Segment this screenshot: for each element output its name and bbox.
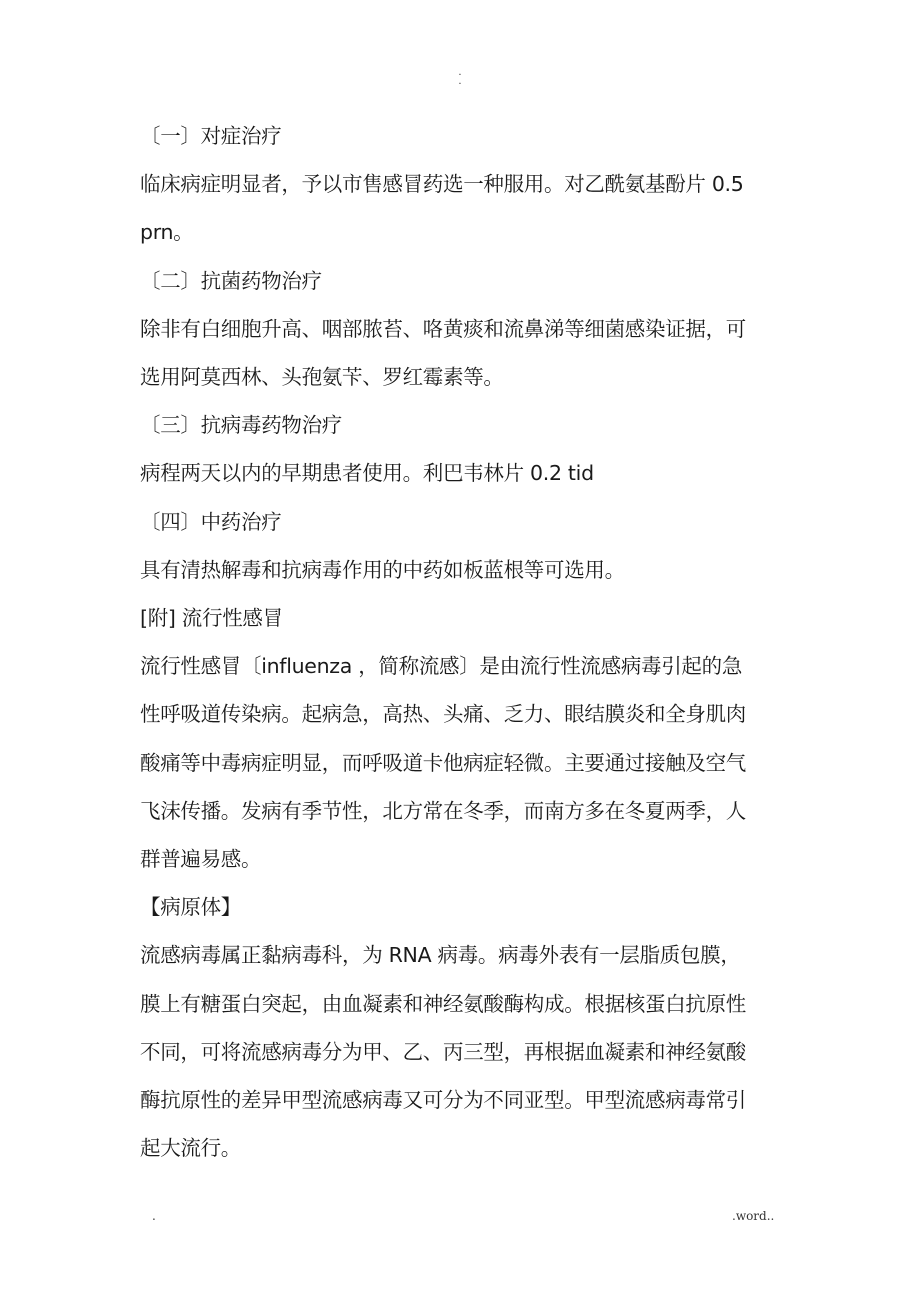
paragraph-line: 流感病毒属正黏病毒科，为 RNA 病毒。病毒外表有一层脂质包膜， (140, 943, 741, 968)
paragraph-line: 病程两天以内的早期患者使用。利巴韦林片 0.2 tid (140, 461, 594, 486)
paragraph-line: 群普遍易感。 (140, 847, 262, 872)
paragraph-line: 选用阿莫西林、头孢氨苄、罗红霉素等。 (140, 365, 504, 390)
paragraph-line: 起大流行。 (140, 1136, 241, 1161)
footer-word-mark: .word.. (732, 1209, 775, 1223)
paragraph-line: 膜上有糖蛋白突起，由血凝素和神经氨酸酶构成。根据核蛋白抗原性 (140, 991, 746, 1016)
paragraph-line: 具有清热解毒和抗病毒作用的中药如板蓝根等可选用。 (140, 557, 625, 582)
paragraph-line: 除非有白细胞升高、咽部脓苔、咯黄痰和流鼻涕等细菌感染证据，可 (140, 316, 746, 341)
paragraph-line: 流行性感冒〔influenza ，简称流感〕是由流行性流感病毒引起的急 (140, 654, 743, 679)
paragraph-line: 不同，可将流感病毒分为甲、乙、丙三型，再根据血凝素和神经氨酸 (140, 1039, 746, 1064)
section-heading-antiviral: 〔三〕抗病毒药物治疗 (140, 413, 342, 438)
paragraph-line: prn。 (140, 220, 194, 245)
header-dot: . (458, 67, 462, 78)
page-header (454, 68, 466, 86)
section-heading-pathogen: 【病原体】 (140, 895, 241, 920)
paragraph-line: 酸痛等中毒病症明显，而呼吸道卡他病症轻微。主要通过接触及空气 (140, 750, 746, 775)
paragraph-line: 飞沫传播。发病有季节性，北方常在冬季，而南方多在冬夏两季，人 (140, 798, 746, 823)
paragraph-line: 性呼吸道传染病。起病急，高热、头痛、乏力、眼结膜炎和全身肌肉 (140, 702, 746, 727)
section-heading-antibacterial: 〔二〕抗菌药物治疗 (140, 268, 322, 293)
document-body (140, 112, 790, 1172)
section-heading-tcm: 〔四〕中药治疗 (140, 509, 282, 534)
paragraph-line: 临床病症明显者，予以市售感冒药选一种服用。对乙酰氨基酚片 0.5 (140, 172, 744, 197)
appendix-heading: [附] 流行性感冒 (140, 606, 283, 631)
paragraph-line: 酶抗原性的差异甲型流感病毒又可分为不同亚型。甲型流感病毒常引 (140, 1088, 746, 1113)
section-heading-symptomatic: 〔一〕对症治疗 (140, 124, 282, 148)
header-dot: . (458, 76, 462, 87)
footer-left-dot: . (152, 1209, 156, 1223)
